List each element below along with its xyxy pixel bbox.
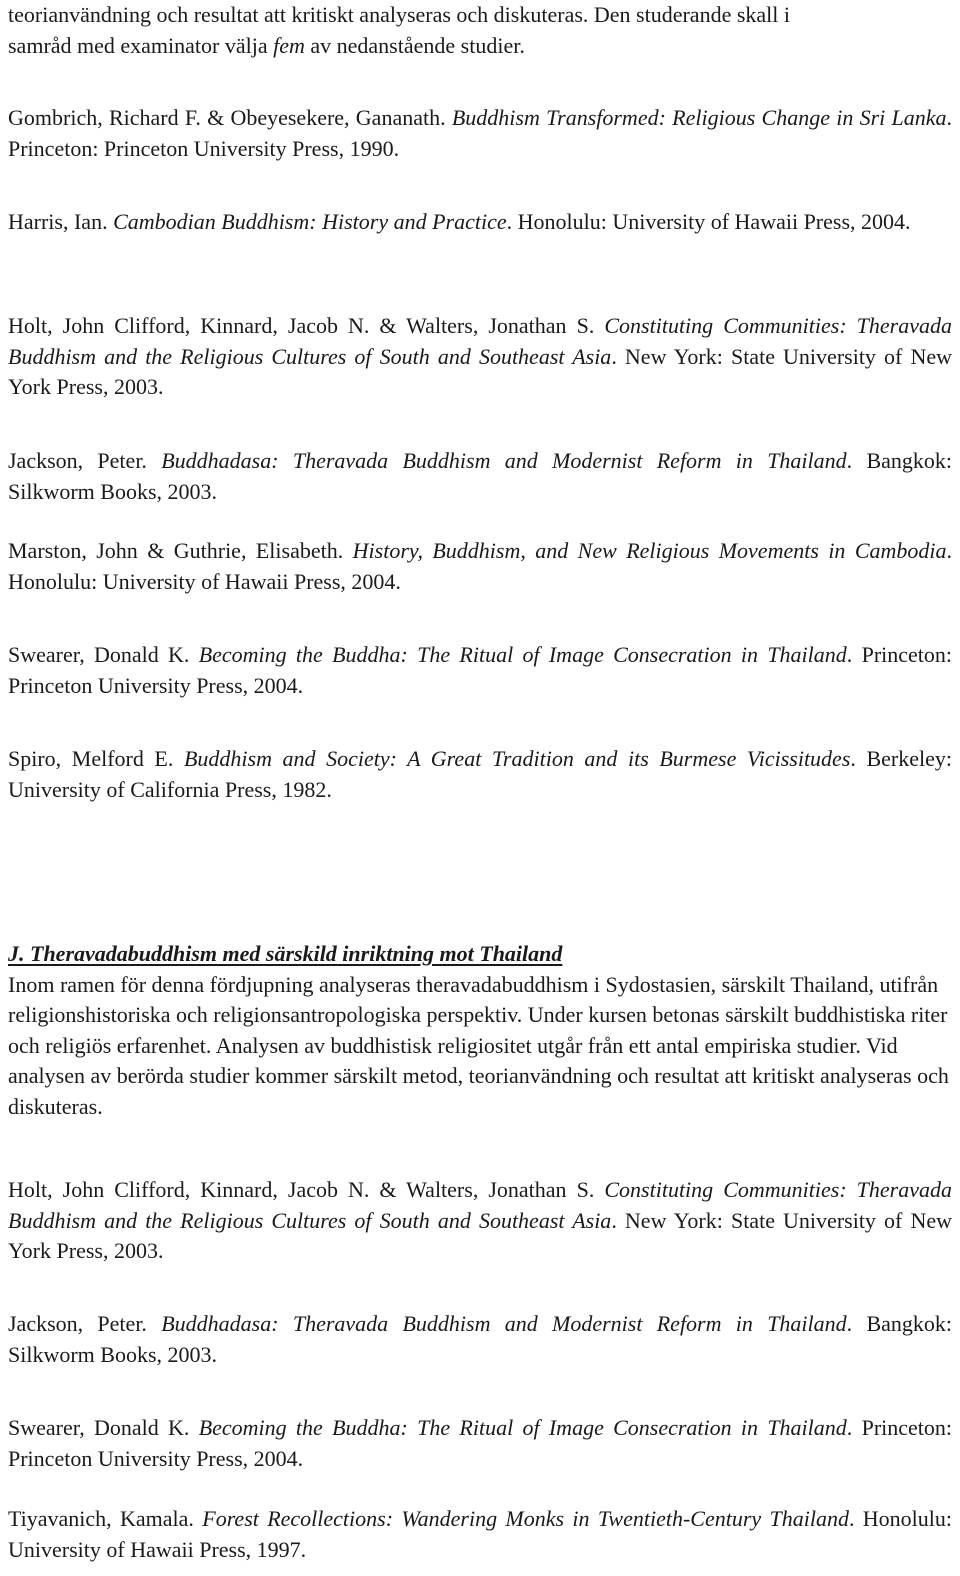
- ref-title: Constituting Communities: Theravada Buddhism and the Religious Cultures of South and Southeast Asia: [8, 1177, 953, 1233]
- ref-author: Jackson, Peter.: [8, 1311, 147, 1336]
- ref-title: Cambodian Buddhism: History and Practice: [113, 209, 507, 234]
- ref-author: Swearer, Donald K.: [8, 642, 190, 667]
- ref-title: History, Buddhism, and New Religious Movements in Cambodia: [352, 538, 947, 563]
- reference-entry: Tiyavanich, Kamala. Forest Recollections: Wandering Monks in Twentieth-Century Thailand. Honolulu: University of Hawaii Press, 1997.: [8, 1506, 953, 1562]
- reference-entry: Holt, John Clifford, Kinnard, Jacob N. & Walters, Jonathan S. Constituting Communities: Theravada Buddhism and the Religious Cultures of South and Southeast Asia. New York: State University of New York Press, 2003.: [8, 1177, 953, 1263]
- ref-title: Forest Recollections: Wandering Monks in Twentieth-Century Thailand: [202, 1506, 849, 1531]
- section-j: [8, 939, 952, 1122]
- reference-entry: Swearer, Donald K. Becoming the Buddha: The Ritual of Image Consecration in Thailand. Princeton: Princeton University Press, 2004.: [8, 642, 953, 698]
- ref-publisher: Princeton: Princeton University Press, 1990.: [8, 135, 400, 161]
- ref-publisher: Berkeley: University of California Press, 1982.: [8, 746, 953, 802]
- ref-author: Harris, Ian.: [8, 209, 108, 234]
- section-body: Inom ramen för denna fördjupning analyseras theravadabuddhism i Sydostasien, särskilt Thailand, utifrån religionshistoriska och religionsantropologiska perspektiv. Under kursen betonas särskilt buddhistiska riter och religiös erfarenhet. Analysen av buddhistisk religiositet utgår från ett antal empiriska studier. Vid analysen av berörda studier kommer särskilt metod, teorianvändning och resultat att kritiskt analyseras och diskuteras.: [8, 971, 949, 1119]
- ref-title: Constituting Communities: Theravada Buddhism and the Religious Cultures of South and Southeast Asia: [8, 313, 953, 369]
- ref-title: Becoming the Buddha: The Ritual of Image Consecration in Thailand: [198, 642, 847, 667]
- ref-author: Swearer, Donald K.: [8, 1415, 190, 1440]
- ref-author: Holt, John Clifford, Kinnard, Jacob N. & Walters, Jonathan S.: [8, 1177, 595, 1202]
- ref-publisher: New York: State University of New York Press, 2003.: [8, 343, 952, 399]
- ref-publisher: Honolulu: University of Hawaii Press, 2004.: [517, 209, 911, 234]
- ref-title: Becoming the Buddha: The Ritual of Image Consecration in Thailand: [198, 1415, 847, 1440]
- ref-publisher: Bangkok: Silkworm Books, 2003.: [8, 448, 953, 504]
- ref-author: Marston, John & Guthrie, Elisabeth.: [8, 538, 344, 563]
- reference-entry: Harris, Ian. Cambodian Buddhism: History and Practice. Honolulu: University of Hawaii Press, 2004.: [8, 209, 911, 234]
- emphasis-fem: fem: [273, 32, 305, 58]
- reference-entry: Jackson, Peter. Buddhadasa: Theravada Buddhism and Modernist Reform in Thailand. Bangkok: Silkworm Books, 2003.: [8, 448, 953, 504]
- ref-title: Buddhism and Society: A Great Tradition and its Burmese Vicissitudes: [183, 746, 851, 771]
- ref-author: Spiro, Melford E.: [8, 746, 174, 771]
- ref-publisher: Bangkok: Silkworm Books, 2003.: [8, 1311, 953, 1367]
- reference-entry: Holt, John Clifford, Kinnard, Jacob N. & Walters, Jonathan S. Constituting Communities: Theravada Buddhism and the Religious Cultures of South and Southeast Asia. New York: State University of New York Press, 2003.: [8, 313, 953, 399]
- ref-publisher: Princeton: Princeton University Press, 2004.: [8, 1415, 953, 1471]
- ref-author: Tiyavanich, Kamala.: [8, 1506, 194, 1531]
- reference-entry: Spiro, Melford E. Buddhism and Society: A Great Tradition and its Burmese Vicissitudes. Berkeley: University of California Press, 1982.: [8, 746, 953, 802]
- section-heading: J. Theravadabuddhism med särskild inriktning mot Thailand: [8, 941, 563, 966]
- ref-publisher: New York: State University of New York Press, 2003.: [8, 1207, 952, 1263]
- intro-paragraph: teorianvändning och resultat att kritiskt analyseras och diskuteras. Den studerande skall i samråd med examinator välja fem av nedanstående studier.: [8, 2, 790, 58]
- reference-entry: Marston, John & Guthrie, Elisabeth. History, Buddhism, and New Religious Movements in Cambodia. Honolulu: University of Hawaii Press, 2004.: [8, 538, 953, 594]
- ref-title: Buddhadasa: Theravada Buddhism and Modernist Reform in Thailand: [161, 448, 847, 473]
- ref-author: Gombrich, Richard F. & Obeyesekere, Gananath.: [8, 105, 446, 130]
- ref-title: Buddhism Transformed: Religious Change in Sri Lanka: [451, 105, 947, 130]
- ref-publisher: Honolulu: University of Hawaii Press, 2004.: [8, 568, 401, 594]
- ref-author: Jackson, Peter.: [8, 448, 147, 473]
- ref-publisher: Honolulu: University of Hawaii Press, 1997.: [8, 1506, 953, 1562]
- ref-title: Buddhadasa: Theravada Buddhism and Modernist Reform in Thailand: [161, 1311, 847, 1336]
- ref-author: Holt, John Clifford, Kinnard, Jacob N. & Walters, Jonathan S.: [8, 313, 595, 338]
- reference-entry: Swearer, Donald K. Becoming the Buddha: The Ritual of Image Consecration in Thailand. Princeton: Princeton University Press, 2004.: [8, 1415, 953, 1471]
- reference-entry: Jackson, Peter. Buddhadasa: Theravada Buddhism and Modernist Reform in Thailand. Bangkok: Silkworm Books, 2003.: [8, 1311, 953, 1367]
- ref-publisher: Princeton: Princeton University Press, 2004.: [8, 642, 953, 698]
- reference-entry: Gombrich, Richard F. & Obeyesekere, Gananath. Buddhism Transformed: Religious Change in Sri Lanka. Princeton: Princeton University Press, 1990.: [8, 105, 953, 161]
- intro-line-1: teorianvändning och resultat att kritiskt analyseras och diskuteras. Den studerande skall i: [8, 2, 790, 27]
